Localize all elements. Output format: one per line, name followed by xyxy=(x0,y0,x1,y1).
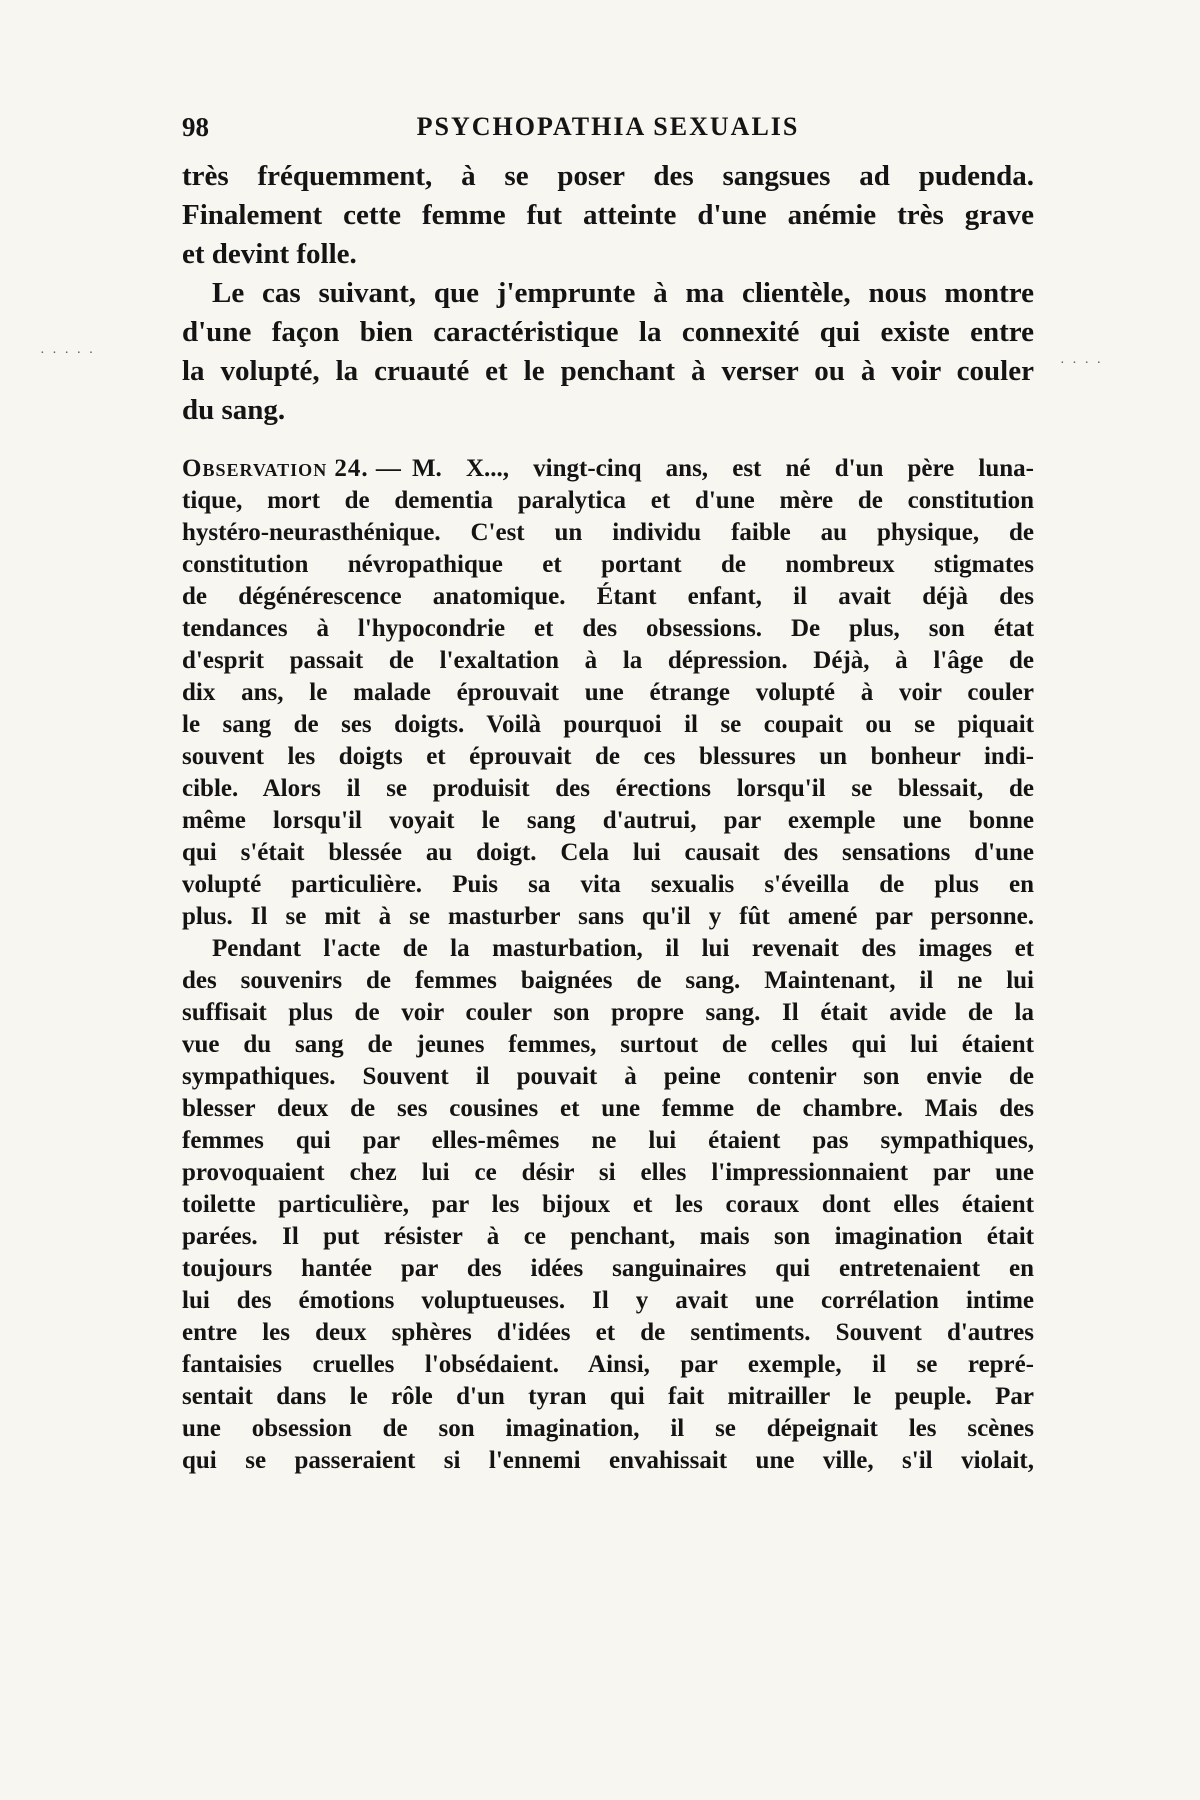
text-line: sentait dans le rôle d'un tyran qui fait mitrailler le peuple. Par xyxy=(182,1383,1034,1410)
observation-label: Observation 24. — xyxy=(182,455,402,482)
text-line: cible. Alors il se produisit des érections lorsqu'il se blessait, de xyxy=(182,775,1034,802)
text-line: et devint folle. xyxy=(182,238,357,270)
text-line: lui des émotions voluptueuses. Il y avait une corrélation intime xyxy=(182,1287,1034,1314)
text-line: qui se passeraient si l'ennemi envahissait une ville, s'il violait, xyxy=(182,1447,1034,1474)
text-line: constitution névropathique et portant de nombreux stigmates xyxy=(182,551,1034,578)
text-line: du sang. xyxy=(182,394,286,426)
text-line: d'une façon bien caractéristique la connexité qui existe entre xyxy=(182,316,1034,348)
text-line: sympathiques. Souvent il pouvait à peine contenir son envie de xyxy=(182,1063,1034,1090)
text-line: d'esprit passait de l'exaltation à la dépression. Déjà, à l'âge de xyxy=(182,647,1034,674)
text-line: parées. Il put résister à ce penchant, mais son imagination était xyxy=(182,1223,1034,1250)
text-line: provoquaient chez lui ce désir si elles l'impressionnaient par une xyxy=(182,1159,1034,1186)
text-line: tique, mort de dementia paralytica et d'une mère de constitution xyxy=(182,487,1034,514)
page-number: 98 xyxy=(182,112,209,142)
observation-first-line xyxy=(182,455,1034,483)
text-line: qui s'était blessée au doigt. Cela lui causait des sensations d'une xyxy=(182,839,1034,866)
text-line: souvent les doigts et éprouvait de ces blessures un bonheur indi- xyxy=(182,743,1034,770)
text-line: même lorsqu'il voyait le sang d'autrui, par exemple une bonne xyxy=(182,807,1034,834)
text-line: la volupté, la cruauté et le penchant à verser ou à voir couler xyxy=(182,355,1034,387)
text-line: M. X..., vingt-cinq ans, est né d'un père luna- xyxy=(411,455,1034,482)
text-line: toilette particulière, par les bijoux et les coraux dont elles étaient xyxy=(182,1191,1034,1218)
text-line: fantaisies cruelles l'obsédaient. Ainsi, par exemple, il se repré- xyxy=(182,1351,1034,1378)
text-line: plus. Il se mit à se masturber sans qu'il y fût amené par personne. xyxy=(182,903,1034,930)
text-line: hystéro-neurasthénique. C'est un individu faible au physique, de xyxy=(182,519,1034,546)
page-header xyxy=(182,112,1034,152)
text-line: blesser deux de ses cousines et une femme de chambre. Mais des xyxy=(182,1095,1034,1122)
text-line: entre les deux sphères d'idées et de sentiments. Souvent d'autres xyxy=(182,1319,1034,1346)
text-line: très fréquemment, à se poser des sangsues ad pudenda. xyxy=(182,160,1034,192)
text-line: dix ans, le malade éprouvait une étrange volupté à voir couler xyxy=(182,679,1034,706)
text-line: une obsession de son imagination, il se dépeignait les scènes xyxy=(182,1415,1034,1442)
text-line: Pendant l'acte de la masturbation, il lui revenait des images et xyxy=(212,935,1034,962)
text-line: Le cas suivant, que j'emprunte à ma clientèle, nous montre xyxy=(212,277,1034,309)
scan-speck: · · · · · xyxy=(40,346,96,361)
text-line: suffisait plus de voir couler son propre sang. Il était avide de la xyxy=(182,999,1034,1026)
text-line: volupté particulière. Puis sa vita sexualis s'éveilla de plus en xyxy=(182,871,1034,898)
text-line: le sang de ses doigts. Voilà pourquoi il se coupait ou se piquait xyxy=(182,711,1034,738)
text-line: Finalement cette femme fut atteinte d'une anémie très grave xyxy=(182,199,1034,231)
text-line: des souvenirs de femmes baignées de sang. Maintenant, il ne lui xyxy=(182,967,1034,994)
text-line: vue du sang de jeunes femmes, surtout de celles qui lui étaient xyxy=(182,1031,1034,1058)
text-line: toujours hantée par des idées sanguinaires qui entretenaient en xyxy=(182,1255,1034,1282)
text-line: tendances à l'hypocondrie et des obsessions. De plus, son état xyxy=(182,615,1034,642)
text-line: de dégénérescence anatomique. Étant enfant, il avait déjà des xyxy=(182,583,1034,610)
text-line: femmes qui par elles-mêmes ne lui étaient pas sympathiques, xyxy=(182,1127,1034,1154)
running-title: PSYCHOPATHIA SEXUALIS xyxy=(416,112,800,141)
scan-speck: · · · · xyxy=(1060,356,1104,371)
